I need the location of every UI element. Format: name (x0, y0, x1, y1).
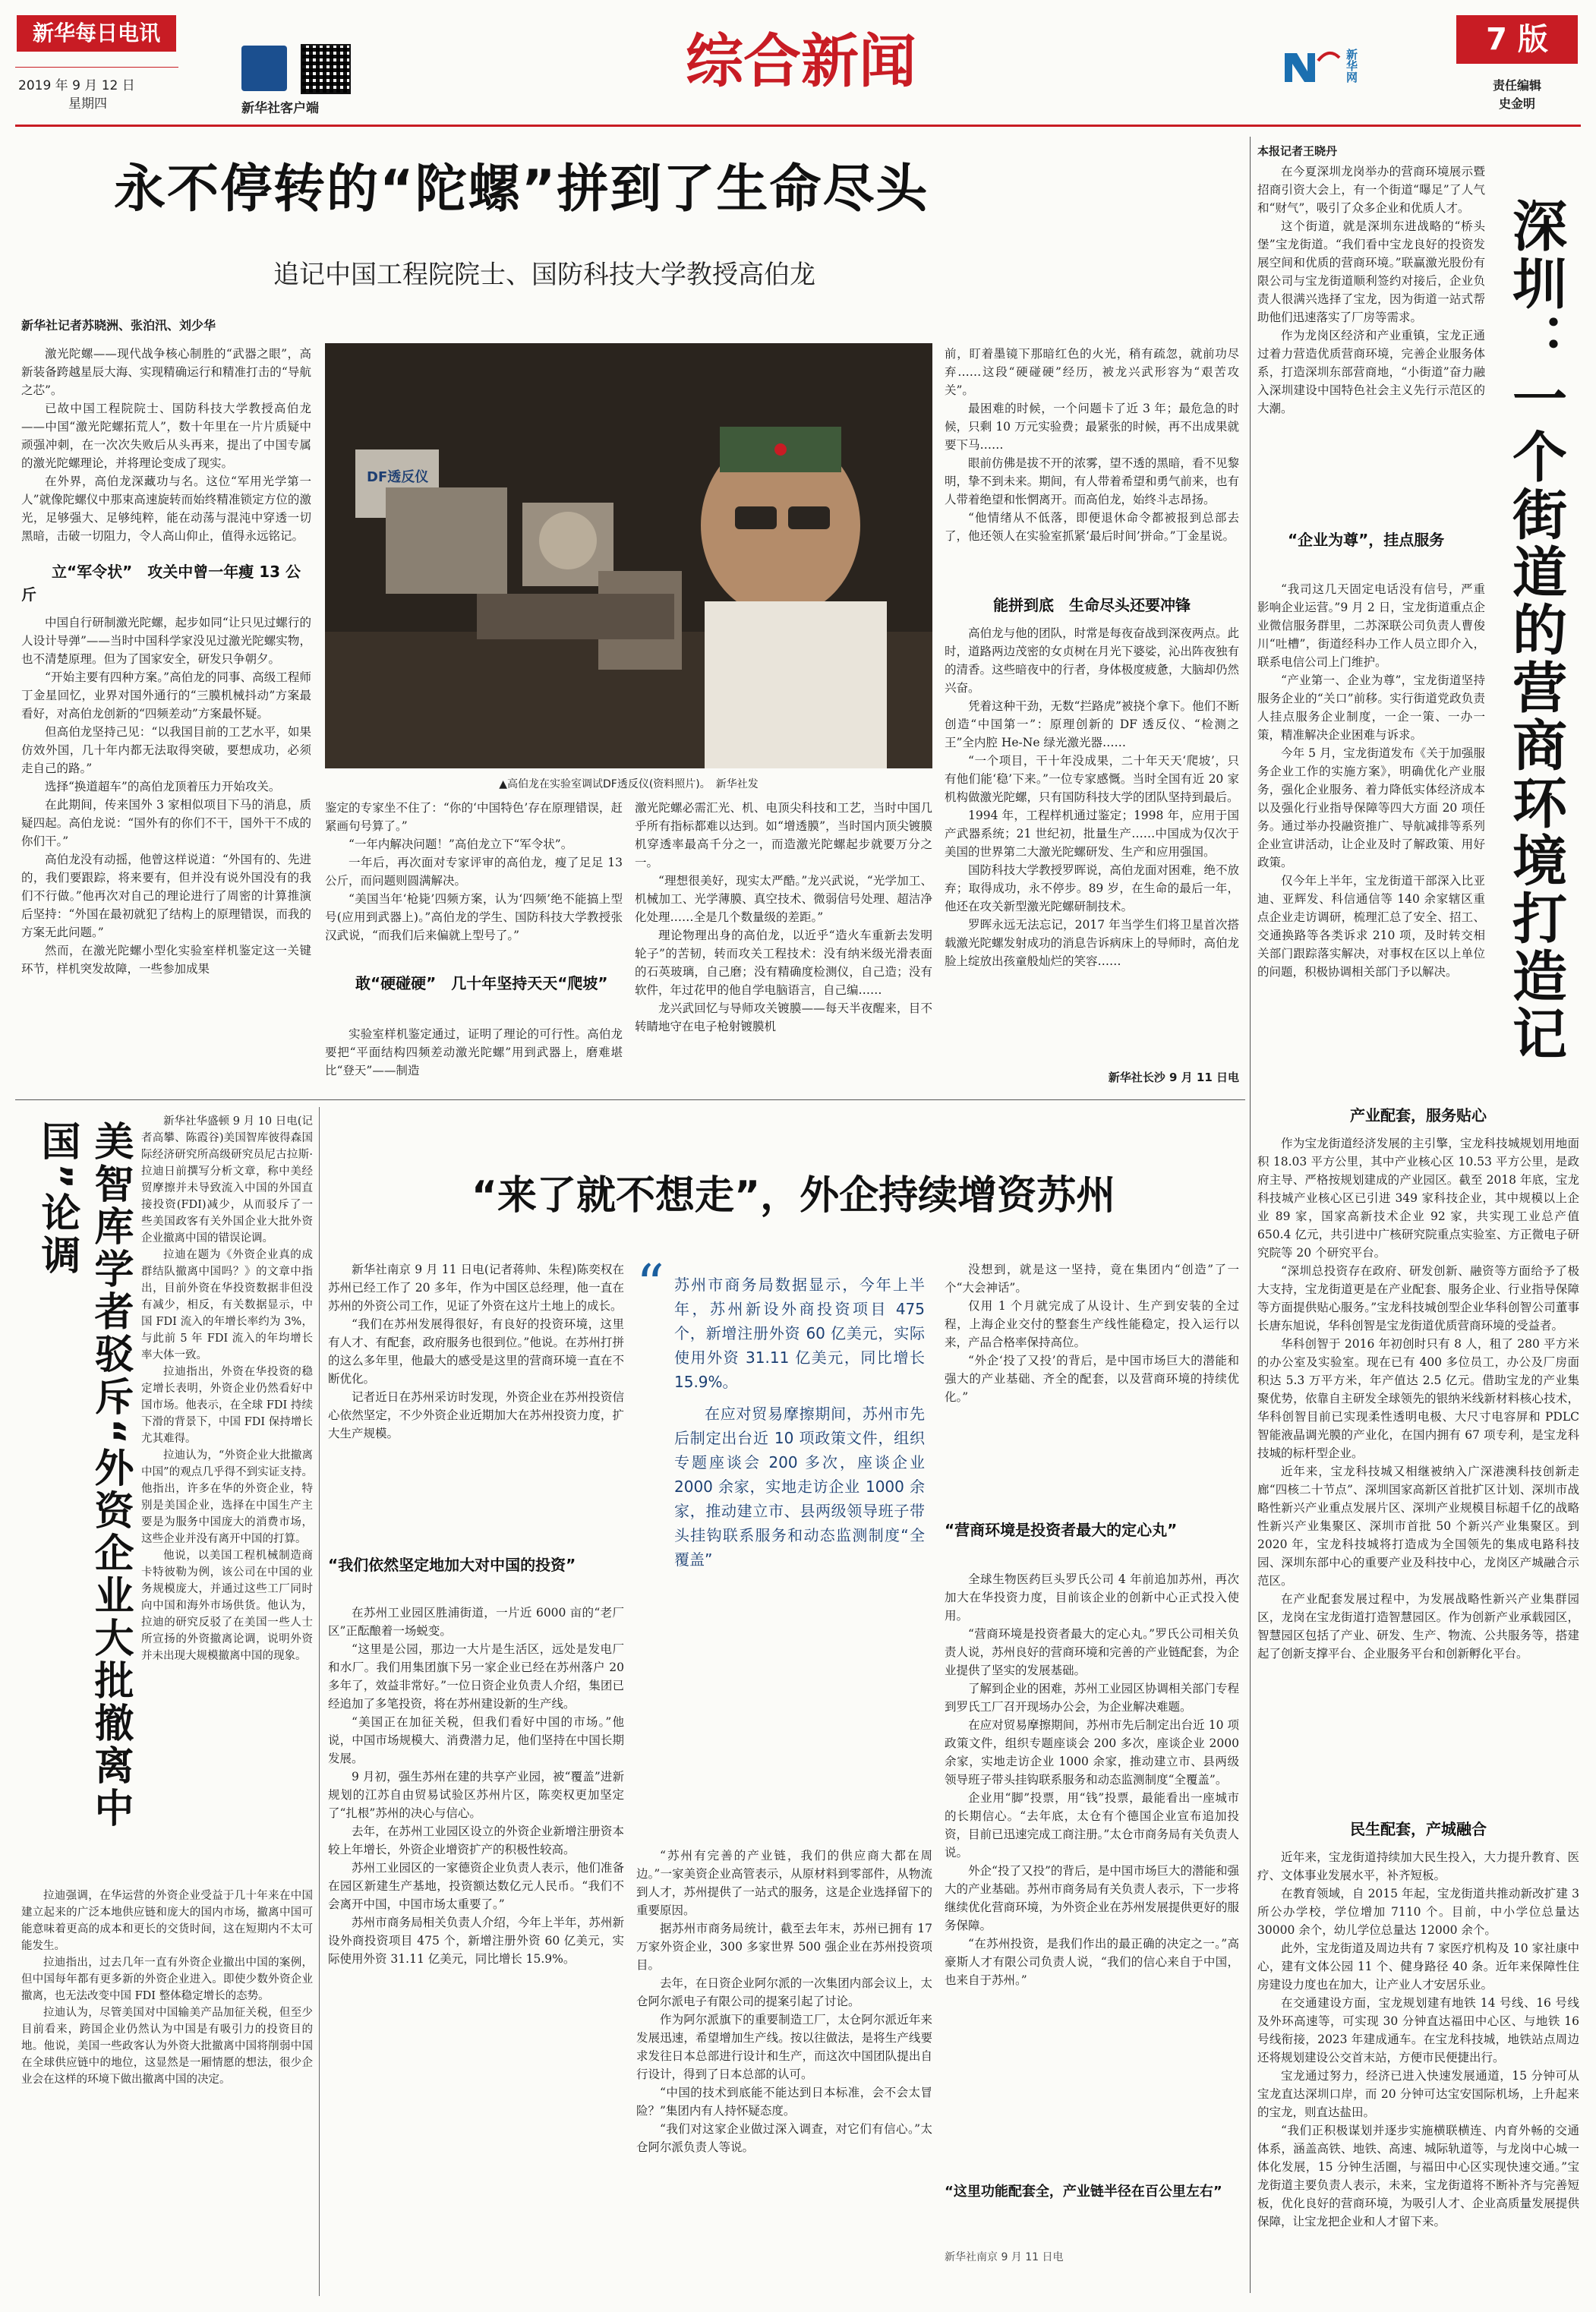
paragraph: “外企‘投了又投’的背后，是中国市场巨大的潜能和强大的产业基础、齐全的配套，以及营商环境的持续优化。” (945, 1354, 1239, 1404)
quote-paragraph: 苏州市商务局数据显示，今年上半年，苏州新设外商投资项目 475 个，新增注册外资 60 亿美元，实际使用外资 31.11 亿美元，同比增长 15.9%。 (674, 1276, 925, 1391)
lead-col1b (21, 613, 311, 1077)
paragraph: 激光陀螺必需汇光、机、电顶尖科技和工艺，当时中国几乎所有指标都难以达到。如“增透膜”，当时国内顶尖镀膜机穿透率最高千分之一，而造激光陀螺起步就要万分之一。 (635, 801, 932, 869)
paragraph: 理论物理出身的高伯龙，以近乎“造火车重新去发明轮子”的苦韧，转而攻关工程技术：没有纳米级光滑表面的石英玻璃，自己磨；没有精确度检测仪，自己造；没有软件，年过花甲的他自学电脑语言，自己编…… (635, 929, 932, 997)
paragraph: 去年，在苏州工业园区设立的外资企业新增注册资本较上年增长，外资企业增资扩产的积极性较高。 (328, 1825, 624, 1856)
section-title: 综合新闻 (686, 27, 916, 95)
suzhou-quote (674, 1273, 925, 1834)
paragraph: 然而，在激光陀螺小型化实验室样机鉴定这一关键环节，样机突发故障，一些参加成果 (21, 944, 311, 976)
shenzhen-subhead-1: “企业为尊”，挂点服务 (1288, 531, 1445, 549)
suzhou-col1b (328, 1604, 624, 2295)
paragraph: 在此期间，传来国外 3 家相似项目下马的消息，质疑四起。高伯龙说：“国外有的你们不干，国外干不成的你们干。” (21, 798, 311, 848)
paragraph: 近年来，宝龙街道持续加大民生投入，大力提升教育、医疗、文体事业发展水平，补齐短板。 (1257, 1850, 1579, 1882)
photo-sign-label: DF透反仪 (367, 469, 429, 485)
lead-col2 (325, 799, 623, 943)
paragraph: 拉迪指出，外资在华投资的稳定增长表明，外资企业仍然看好中国市场。他表示，在全球 FDI 持续下滑的背景下，中国 FDI 保持增长尤其难得。 (141, 1366, 313, 1445)
paragraph: 仅用 1 个月就完成了从设计、生产到安装的全过程，上海企业交付的整套生产线性能稳定，投入运行以来，产品合格率保持高位。 (945, 1299, 1239, 1349)
paragraph: “美国正在加征关税，但我们看好中国的市场。”他说，中国市场规模大、消费潜力足，他们坚持在中国长期发展。 (328, 1715, 624, 1765)
masthead-rule (15, 125, 1581, 127)
shenzhen-p3 (1257, 1848, 1579, 2295)
photo-caption: ▲高伯龙在实验室调试DF透反仪(资料照片)。 新华社发 (499, 778, 759, 790)
paragraph: 拉迪在题为《外资企业真的成群结队撤离中国吗？》的文章中指出，目前外资在华投资数据非但没有减少，相反，有关数据显示，中国 FDI 流入的年增长率约为 3%，与此前 5 年 FDI 流入的年均增长率大体一致。 (141, 1249, 313, 1361)
paragraph: 鉴定的专家坐不住了：“你的‘中国特色’存在原理错误，赶紧画句号算了。” (325, 801, 623, 833)
paragraph: 眼前仿佛是拔不开的浓雾，望不透的黑暗，看不见黎明，挚不到未来。期间，有人带着希望和勇气前来，也有人带着绝望和怅惘离开。而高伯龙，始终斗志昂扬。 (945, 456, 1239, 506)
paragraph: “他情绪从不低落，即便退休命令都被报到总部去了，他还领人在实验室抓紧‘最后时间’拼命。”丁金星说。 (945, 511, 1239, 543)
qr-code-icon (301, 44, 351, 94)
shenzhen-intro (1257, 162, 1485, 524)
sidebar-divider (1250, 137, 1251, 2293)
editor-name: 史金明 (1498, 96, 1535, 111)
paragraph: 实验室样机鉴定通过，证明了理论的可行性。高伯龙要把“平面结构四频差动激光陀螺”用到武器上，磨难堪比“登天”——制造 (325, 1027, 623, 1077)
paragraph: 9 月初，强生苏州在建的共享产业园，被“覆盖”进新规划的江苏自由贸易试验区苏州片区，陈奕权更加坚定了“扎根”苏州的决心与信心。 (328, 1770, 624, 1820)
brand-name: 新华每日电讯 (32, 21, 160, 46)
left-vertical-title: 美智库学者驳斥“外资企业大批撤离中国”论调 (34, 1121, 133, 1831)
paragraph: “我们对这家企业做过深入调查，对它们有信心。”太仓阿尔派负责人等说。 (636, 2122, 932, 2154)
shenzhen-p2 (1257, 1134, 1579, 1803)
paragraph: 记者近日在苏州采访时发现，外资企业在苏州投资信心依然坚定，不少外资企业近期加大在苏州投资力度，扩大生产规模。 (328, 1390, 624, 1440)
paragraph: 据苏州市商务局统计，截至去年末，苏州已拥有 17 万家外资企业，300 多家世界 500 强企业在苏州投资项目。 (636, 1922, 932, 1972)
issue-weekday: 星期四 (68, 96, 107, 112)
paragraph: 在苏州工业园区胜浦街道，一片近 6000 亩的“老厂区”正酝酿着一场蜕变。 (328, 1606, 624, 1638)
app-label: 新华社客户端 (241, 101, 319, 116)
suzhou-title: “来了就不想走”，外企持续增资苏州 (471, 1173, 1116, 1219)
editor-label: 责任编辑 (1492, 78, 1541, 93)
paragraph: 已故中国工程院院士、国防科技大学教授高伯龙——中国“激光陀螺拓荒人”，数十年里在一片片质疑中顽强冲刺，在一次次失败后从头再来，提出了中国专属的激光陀螺理论，并将理论变成了现实。 (21, 402, 311, 470)
paragraph: 最困难的时候，一个问题卡了近 3 年；最危急的时候，只剩 10 万元实验费；最紧张的时候，再不出成果就要下马…… (945, 402, 1239, 452)
paragraph: “我们在苏州发展得很好，有良好的投资环境，这里有人才、有配套，政府服务也很到位。”他说。在苏州打拼的这么多年里，他最大的感受是这里的营商环境一直在不断优化。 (328, 1317, 624, 1386)
suzhou-col2-lower (636, 1847, 932, 2295)
lead-subhead-2: 敢“硬碰硬” 几十年坚持天天“爬坡” (355, 974, 608, 992)
paragraph: “中国的技术到底能不能达到日本标准，会不会太冒险？”集团内有人持怀疑态度。 (636, 2086, 932, 2118)
paragraph: “理想很美好，现实太严酷。”龙兴武说，“光学加工、机械加工、光学薄膜、真空技术、微弱信号处理、超洁净化处理……全是几个数量级的差距。” (635, 874, 932, 924)
paragraph: “营商环境是投资者最大的定心丸。”罗氏公司相关负责人说，苏州良好的营商环境和完善的产业链配套，为企业提供了坚实的发展基础。 (945, 1627, 1239, 1677)
paragraph: “在苏州投资，是我们作出的最正确的决定之一。”高豪斯人才有限公司负责人说，“我们的信心来自于中国，也来自于苏州。” (945, 1937, 1239, 1987)
suzhou-subhead-3: “这里功能配套全，产业链半径在百公里左右” (945, 2184, 1222, 2200)
quote-paragraph: 在应对贸易摩擦期间，苏州市先后制定出台近 10 项政策文件，组织专题座谈会 200 多次，座谈企业 2000 余家，实地走访企业 1000 余家，推动建立市、县两级领导班子带头挂钩联系服务和动态监测制度“全覆盖” (674, 1405, 925, 1569)
paragraph: 作为阿尔派旗下的重要制造工厂，太仓阿尔派近年来发展迅速，希望增加生产线。按以往做法，是将生产线要求发往日本总部进行设计和生产，而这次中国团队提出自行设计，得到了日本总部的认可。 (636, 2013, 932, 2081)
suzhou-col3-top (945, 1260, 1239, 1511)
paragraph: 在教育领域，自 2015 年起，宝龙街道共推动新改扩建 3 所公办学校，学位增加 7110 个。目前，中小学位总量达 30000 余个，幼儿学位总量达 12000 余个。 (1257, 1887, 1579, 1937)
news-logo-label: 新华网 (1345, 49, 1358, 83)
paragraph: “这里是公园，那边一大片是生活区，远处是发电厂和水厂。我们用集团旗下另一家企业已经在苏州落户 20 多年了，效益非常好。”一位日资企业负责人介绍，集团已经追加了多笔投资，将在苏州建设新的生产线。 (328, 1642, 624, 1711)
paragraph: 宝龙通过努力，经济已进入快速发展通道，15 分钟可从宝龙直达深圳口岸，而 20 分钟可达宝安国际机场，上升起来的宝龙，则直达盐田。 (1257, 2069, 1579, 2119)
paragraph: 选择“换道超车”的高伯龙顶着压力开始攻关。 (45, 780, 281, 793)
left-article-top (141, 1113, 313, 1881)
lead-col3 (635, 799, 932, 1077)
paragraph: 但高伯龙坚持己见：“以我国目前的工艺水平，如果仿效外国，几十年内都无法取得突破，要想成功，必须走自己的路。” (21, 725, 311, 775)
paragraph: 去年，在日资企业阿尔派的一次集团内部会议上，太仓阿尔派电子有限公司的提案引起了讨论。 (636, 1976, 932, 2008)
paragraph: 高伯龙与他的团队，时常是每夜奋战到深夜两点。此时，道路两边茂密的女贞树在月光下婆娑，沁出阵夜独有的清香。这些暗夜中的行者，身体极度疲惫，大脑却仍然兴奋。 (945, 626, 1239, 695)
paragraph: “我们正积极谋划并逐步实施横联横连、内育外畅的交通体系，涵盖高铁、地铁、高速、城际轨道等，与龙岗中心城一体化发展，15 分钟生活圈，与福田中心区实现快速交通。”宝龙街道主要负责人表示，未来，宝龙街道将不断补齐与完善短板，优化良好的营商环境，为吸引人才、企业高质量发展提供保障，让宝龙把企业和人才留下来。 (1257, 2124, 1579, 2228)
paragraph: 在外界，高伯龙深藏功与名。这位“军用光学第一人”就像陀螺仪中那束高速旋转而始终精准锁定方位的激光，足够强大、足够纯粹，能在动荡与混沌中穿透一切黑暗，击破一切阻力，令人高山仰止，值得永远铭记。 (21, 475, 311, 543)
paragraph: 全球生物医药巨头罗氏公司 4 年前追加苏州，再次加大在华投资力度，目前该企业的创新中心正式投入使用。 (945, 1572, 1239, 1623)
paragraph: “苏州有完善的产业链，我们的供应商大都在周边。”一家美资企业高管表示，从原材料到零部件，从物流到人才，苏州提供了一站式的服务，这是企业选择留下的重要原因。 (636, 1849, 932, 1917)
paragraph: 在应对贸易摩擦期间，苏州市先后制定出台近 10 项政策文件，组织专题座谈会 200 多次，座谈企业 2000 余家，实地走访企业 1000 余家，推动建立市、县两级领导班子带头挂钩联系服务和动态监测制度“全覆盖”。 (945, 1718, 1239, 1787)
paragraph: 今年 5 月，宝龙街道发布《关于加强服务企业工作的实施方案》，明确优化产业服务，强化企业服务、着力降低实体经济成本以及强化行业指导保障等四大方面 20 项任务。通过举办投融资推广、导航减排等系列企业宣讲活动，让企业及时了解政策、用好政策。 (1257, 746, 1485, 869)
paragraph: 作为龙岗区经济和产业重镇，宝龙正通过着力营造优质营商环境，完善企业服务体系，打造深圳东部营商地，“小街道”奋力融入深圳建设中国特色社会主义先行示范区的大潮。 (1257, 329, 1485, 415)
lead-col1 (21, 345, 311, 548)
paragraph: 前，盯着墨镜下那暗红色的火光，稍有疏忽，就前功尽弃……这段“硬碰硬”经历，被龙兴武形容为“艰苦攻关”。 (945, 347, 1239, 397)
paragraph: 拉迪强调，在华运营的外资企业受益于几十年来在中国建立起来的广泛本地供应链和庞大的国内市场，撤离中国可能意味着更高的成本和更长的交货时间，这在短期内不太可能发生。 (21, 1890, 313, 1952)
paragraph: 一年后，再次面对专家评审的高伯龙，瘦了足足 13 公斤，而问题则圆满解决。 (325, 856, 623, 888)
xinhua-app-logo (241, 46, 287, 91)
left-article-bottom (21, 1888, 313, 2295)
paragraph: 苏州市商务局相关负责人介绍，今年上半年，苏州新设外商投资项目 475 个，新增注册外资 60 亿美元，实际使用外资 31.11 亿美元，同比增长 15.9%。 (328, 1916, 624, 1966)
paragraph: 高伯龙没有动摇，他曾这样说道：“外国有的、先进的，我们要跟踪，将来要有，但并没有说外国没有的我们不行做。”他再次对自己的理论进行了周密的计算推演后坚持：“外国在最初就犯了结构上的原理错误，而我的方案无此问题。” (21, 853, 311, 939)
paragraph: 在交通建设方面，宝龙规划建有地铁 14 号线、16 号线及外环高速等，可实现 30 分钟直达福田中心区、与地铁 16 号线衔接，2023 年建成通车。在宝龙科技城，地铁站点周边还将规划建设公交首末站，方便市民便捷出行。 (1257, 1996, 1579, 2064)
news-logo-icon (1282, 44, 1342, 90)
paragraph: 罗晖永远无法忘记，2017 年当学生们将卫星首次搭载激光陀螺发射成功的消息告诉病床上的导师时，高伯龙脸上绽放出孩童般灿烂的笑容…… (945, 918, 1239, 968)
shenzhen-subhead-3: 民生配套，产城融合 (1350, 1820, 1487, 1838)
paragraph: 凭着这种干劲，无数“拦路虎”被挠个拿下。他们不断创造“中国第一”：原理创新的 DF 透反仪、“检测之王”全内腔 He-Ne 绿光激光器…… (945, 699, 1239, 749)
shenzhen-vertical-title: 深圳：一个街道的营商环境打造记 (1503, 197, 1567, 1063)
suzhou-subhead-2: “营商环境是投资者最大的定心丸” (945, 1521, 1178, 1539)
paragraph: 在产业配套发展过程中，为发展战略性新兴产业集群园区，龙岗在宝龙街道打造智慧园区。作为创新产业承载园区，智慧园区包括了产业、研发、生产、物流、公共服务等，搭建起了创新支撑平台、企业服务平台和创新孵化平台。 (1257, 1592, 1579, 1661)
paragraph: 龙兴武回忆与导师攻关镀膜——每天半夜醒来，目不转睛地守在电子枪射镀膜机 (635, 1001, 932, 1033)
lead-story-title: 永不停转的“陀螺”拼到了生命尽头 (114, 159, 929, 219)
paragraph: 企业用“脚”投票，用“钱”投票，最能看出一座城市的长期信心。“去年底，太仓有个德国企业宣布追加投资，目前已迅速完成工商注册。”太仓市商务局有关负责人说。 (945, 1791, 1239, 1859)
lead-col4 (945, 345, 1239, 582)
paragraph: 新华社华盛顿 9 月 10 日电(记者高攀、陈霞谷)美国智库彼得森国际经济研究所高级研究员尼古拉斯·拉迪日前撰写分析文章，称中美经贸摩擦并未导致流入中国的外国直接投资(FDI)减少，从而驳斥了一些美国政客有关外国企业大批外资企业撤离中国的错误论调。 (141, 1115, 313, 1244)
photo-illustration (325, 343, 932, 768)
lead-subhead-1: 立“军令状” 攻关中曾一年瘦 13 公斤 (21, 563, 301, 604)
paragraph: 苏州工业园区的一家德资企业负责人表示，他们准备在园区新建生产基地，投资额达数亿元人民币。“我们不会离开中国，中国市场太重要了。” (328, 1861, 624, 1911)
lead-col2b (325, 1025, 623, 1077)
paragraph: 华科创智于 2016 年初创时只有 8 人，租了 280 平方米的办公室及实验室。现在已有 400 多位员工，办公及厂房面积达 5.3 万平方米，年产值达 2.5 亿元。借助宝龙的产业集聚优势，依靠自主研发全球领先的银纳米线新材料核心技术，华科创智目前已实现柔性透明电极、大尺寸电容屏和 PDLC 智能液晶调光膜的产业化，在国内拥有 67 项专利，是宝龙科技城的标杆型企业。 (1257, 1337, 1579, 1460)
shenzhen-p1 (1257, 580, 1485, 1084)
paragraph: “我司这几天固定电话没有信号，严重影响企业运营。”9 月 2 日，宝龙街道重点企业微信服务群里，二苏深联公司负责人曹俊川“吐槽”，街道经科办工作人员立即介入，联系电信公司上门维护。 (1257, 582, 1485, 669)
lead-dateline: 新华社长沙 9 月 11 日电 (1108, 1071, 1239, 1084)
left-column-divider (319, 1107, 320, 2296)
paragraph: 激光陀螺——现代战争核心制胜的“武器之眼”，高新装备跨越星辰大海、实现精确运行和精准打击的“导航之芯”。 (21, 347, 311, 397)
paragraph: 没想到，就是这一坚持，竟在集团内“创造”了一个“大会神话”。 (945, 1263, 1239, 1295)
issue-date: 2019 年 9 月 12 日 (18, 78, 135, 93)
paragraph: “一年内解决问题！”高伯龙立下“军令状”。 (349, 837, 573, 851)
suzhou-subhead-1: “我们依然坚定地加大对中国的投资” (328, 1556, 576, 1574)
paragraph: “开始主要有四种方案。”高伯龙的同事、高级工程师丁金星回忆，业界对国外通行的“三膜机械抖动”方案最看好，对高伯龙创新的“四频差动”方案最怀疑。 (21, 670, 311, 721)
paragraph: 外企“投了又投”的背后，是中国市场巨大的潜能和强大的产业基础。苏州市商务局有关负责人表示，下一步将继续优化营商环境，为外资企业在苏州发展提供更好的服务保障。 (945, 1864, 1239, 1932)
lead-subhead-3: 能拼到底 生命尽头还要冲锋 (993, 596, 1191, 614)
paragraph: 仅今年上半年，宝龙街道干部深入比亚迪、亚辉发、科信通信等 140 余家辖区重点企业走访调研，梳理汇总了安全、招工、交通换路等各类诉求 210 项，及时转交相关部门跟踪落实解决，对事权在区以上单位的问题，积极协调相关部门予以解决。 (1257, 874, 1485, 979)
lead-story-subtitle: 追记中国工程院院士、国防科技大学教授高伯龙 (273, 260, 815, 290)
paragraph: 近年来，宝龙科技城又相继被纳入广深港澳科技创新走廊“四核二十节点”、深圳国家高新区首批扩区计划、深圳市战略性新兴产业重点发展片区、深圳产业规模目标超千亿的战略性新兴产业集聚区、深圳市首批 50 个新兴产业集聚区。到 2020 年，宝龙科技城将打造成为全国领先的集成电路科技园、深圳东部中心的重要产业及科技中心，龙岗区产城融合示范区。 (1257, 1465, 1579, 1588)
lead-col4b (945, 624, 1239, 1065)
paragraph: 中国自行研制激光陀螺，起步如同“让只见过螺行的人设计导弹”——当时中国科学家没见过激光陀螺实物，也不清楚原理。但为了国家安全，研发只争朝夕。 (21, 616, 311, 666)
suzhou-dateline: 新华社南京 9 月 11 日电 (945, 2251, 1064, 2263)
paragraph: “产业第一、企业为尊”，宝龙街道坚持服务企业的“关口”前移。实行街道党政负责人挂点服务企业制度，一企一策、一办一策，精准解决企业困难与诉求。 (1257, 673, 1485, 742)
suzhou-col1 (328, 1260, 624, 1549)
paragraph: 新华社南京 9 月 11 日电(记者蒋帅、朱程)陈奕权在苏州已经工作了 20 多年，作为中国区总经理，他一直在苏州的外资公司工作，见证了外资在这片土地上的成长。 (328, 1263, 624, 1313)
shenzhen-byline: 本报记者王晓丹 (1257, 144, 1338, 158)
lead-photo (325, 343, 932, 768)
suzhou-quote-mark-icon: “ (636, 1253, 664, 1317)
paragraph: 他说，以美国工程机械制造商卡特彼勒为例，该公司在中国的业务规模庞大，并通过这些工厂同时向中国和海外市场供货。他认为，拉迪的研究反驳了在美国一些人士所宣扬的外资撤离论调，说明外资并未出现大规模撤离中国的现象。 (141, 1550, 313, 1662)
paragraph: 国防科技大学教授罗晖说，高伯龙面对困难，绝不放弃；取得成功，永不停步。89 岁，在生命的最后一年，他还在攻关新型激光陀螺研制技术。 (945, 863, 1239, 913)
paragraph: “美国当年‘枪毙’四频方案，认为‘四频’绝不能搞上型号(应用到武器上)。”高伯龙的学生、国防科技大学教授张汉武说，“而我们后来偏就上型号了。” (325, 892, 623, 942)
paragraph: 拉迪指出，过去几年一直有外资企业撤出中国的案例，但中国每年都有更多新的外资企业进入。即使少数外资企业撤离，也无法改变中国 FDI 整体稳定增长的态势。 (21, 1957, 313, 2002)
paragraph: 此外，宝龙街道及周边共有 7 家医疗机构及 10 家社康中心，建有文体公园 11 个、健身路径 40 条。近年来保障性住房建设力度也在加大，让产业人才安居乐业。 (1257, 1941, 1579, 1992)
paragraph: 在今夏深圳龙岗举办的营商环境展示暨招商引资大会上，有一个街道“曝足”了人气和“财气”，吸引了众多企业和优质人才。 (1257, 165, 1485, 215)
lead-bottom-rule (15, 1099, 1245, 1100)
paragraph: 1994 年，工程样机通过鉴定；1998 年，应用于国产武器系统；21 世纪初，批量生产……中国成为仅次于美国的世界第二大激光陀螺研发、生产和应用强国。 (945, 809, 1239, 859)
paragraph: 拉迪认为，“外资企业大批撤离中国”的观点几乎得不到实证支持。他指出，许多在华的外资企业，特别是美国企业，选择在中国生产主要是为服务中国庞大的消费市场，这些企业并没有离开中国的打算。 (141, 1449, 313, 1545)
lead-story-byline: 新华社记者苏晓洲、张泊汛、刘少华 (21, 318, 216, 333)
paragraph: 作为宝龙街道经济发展的主引擎，宝龙科技城规划用地面积 18.03 平方公里，其中产业核心区 10.53 平方公里，是政府主导、严格按规划建成的产业园区。截至 2018 年底，宝龙科技城产业核心区已引进 349 家科技企业，其中规模以上企业 89 家，国家高新技术企业 92 家，共实现工业总产值 650.4 亿元，共引进中广核研究院重点实验室、方正微电子研究院等 20 个研究平台。 (1257, 1137, 1579, 1260)
suzhou-col3-mid (945, 1570, 1239, 2178)
paragraph: “一个项目，干十年没成果，二十年天天‘爬坡’，只有他们能‘稳’下来。”一位专家感慨。当时全国有近 20 家机构做激光陀螺，只有国防科技大学的团队坚持到最后。 (945, 754, 1239, 804)
shenzhen-subhead-2: 产业配套，服务贴心 (1350, 1106, 1487, 1124)
page-number: 7 版 (1486, 22, 1548, 57)
paragraph: 这个街道，就是深圳东进战略的“桥头堡”宝龙街道。“我们看中宝龙良好的投资发展空间和优质的营商环境。”联赢激光股份有限公司与宝龙街道顺利签约对接后，企业负责人很满兴选择了宝龙，因为街道一站式帮助他们迅速落实了厂房等需求。 (1257, 219, 1485, 324)
paragraph: 拉迪认为，尽管美国对中国输美产品加征关税，但至少目前看来，跨国企业仍然认为中国是有吸引力的投资目的地。他说，美国一些政客认为外资大批撤离中国将削弱中国在全球供应链中的地位，这显然是一厢情愿的想法，很少企业会在这样的环境下做出撤离中国的决定。 (21, 2007, 313, 2086)
masthead (0, 0, 1596, 129)
paragraph: 了解到企业的困难，苏州工业园区协调相关部门专程到罗氏工厂召开现场办公会，为企业解决难题。 (945, 1682, 1239, 1714)
paragraph: “深圳总投资存在政府、研发创新、融资等方面给予了极大支持，宝龙街道更是在产业配套、服务企业、行业指导保障等方面提供贴心服务。”宝龙科技城创型企业华科创智公司董事长唐东旭说，华科创智是宝龙街道优质营商环境的受益者。 (1257, 1264, 1579, 1333)
